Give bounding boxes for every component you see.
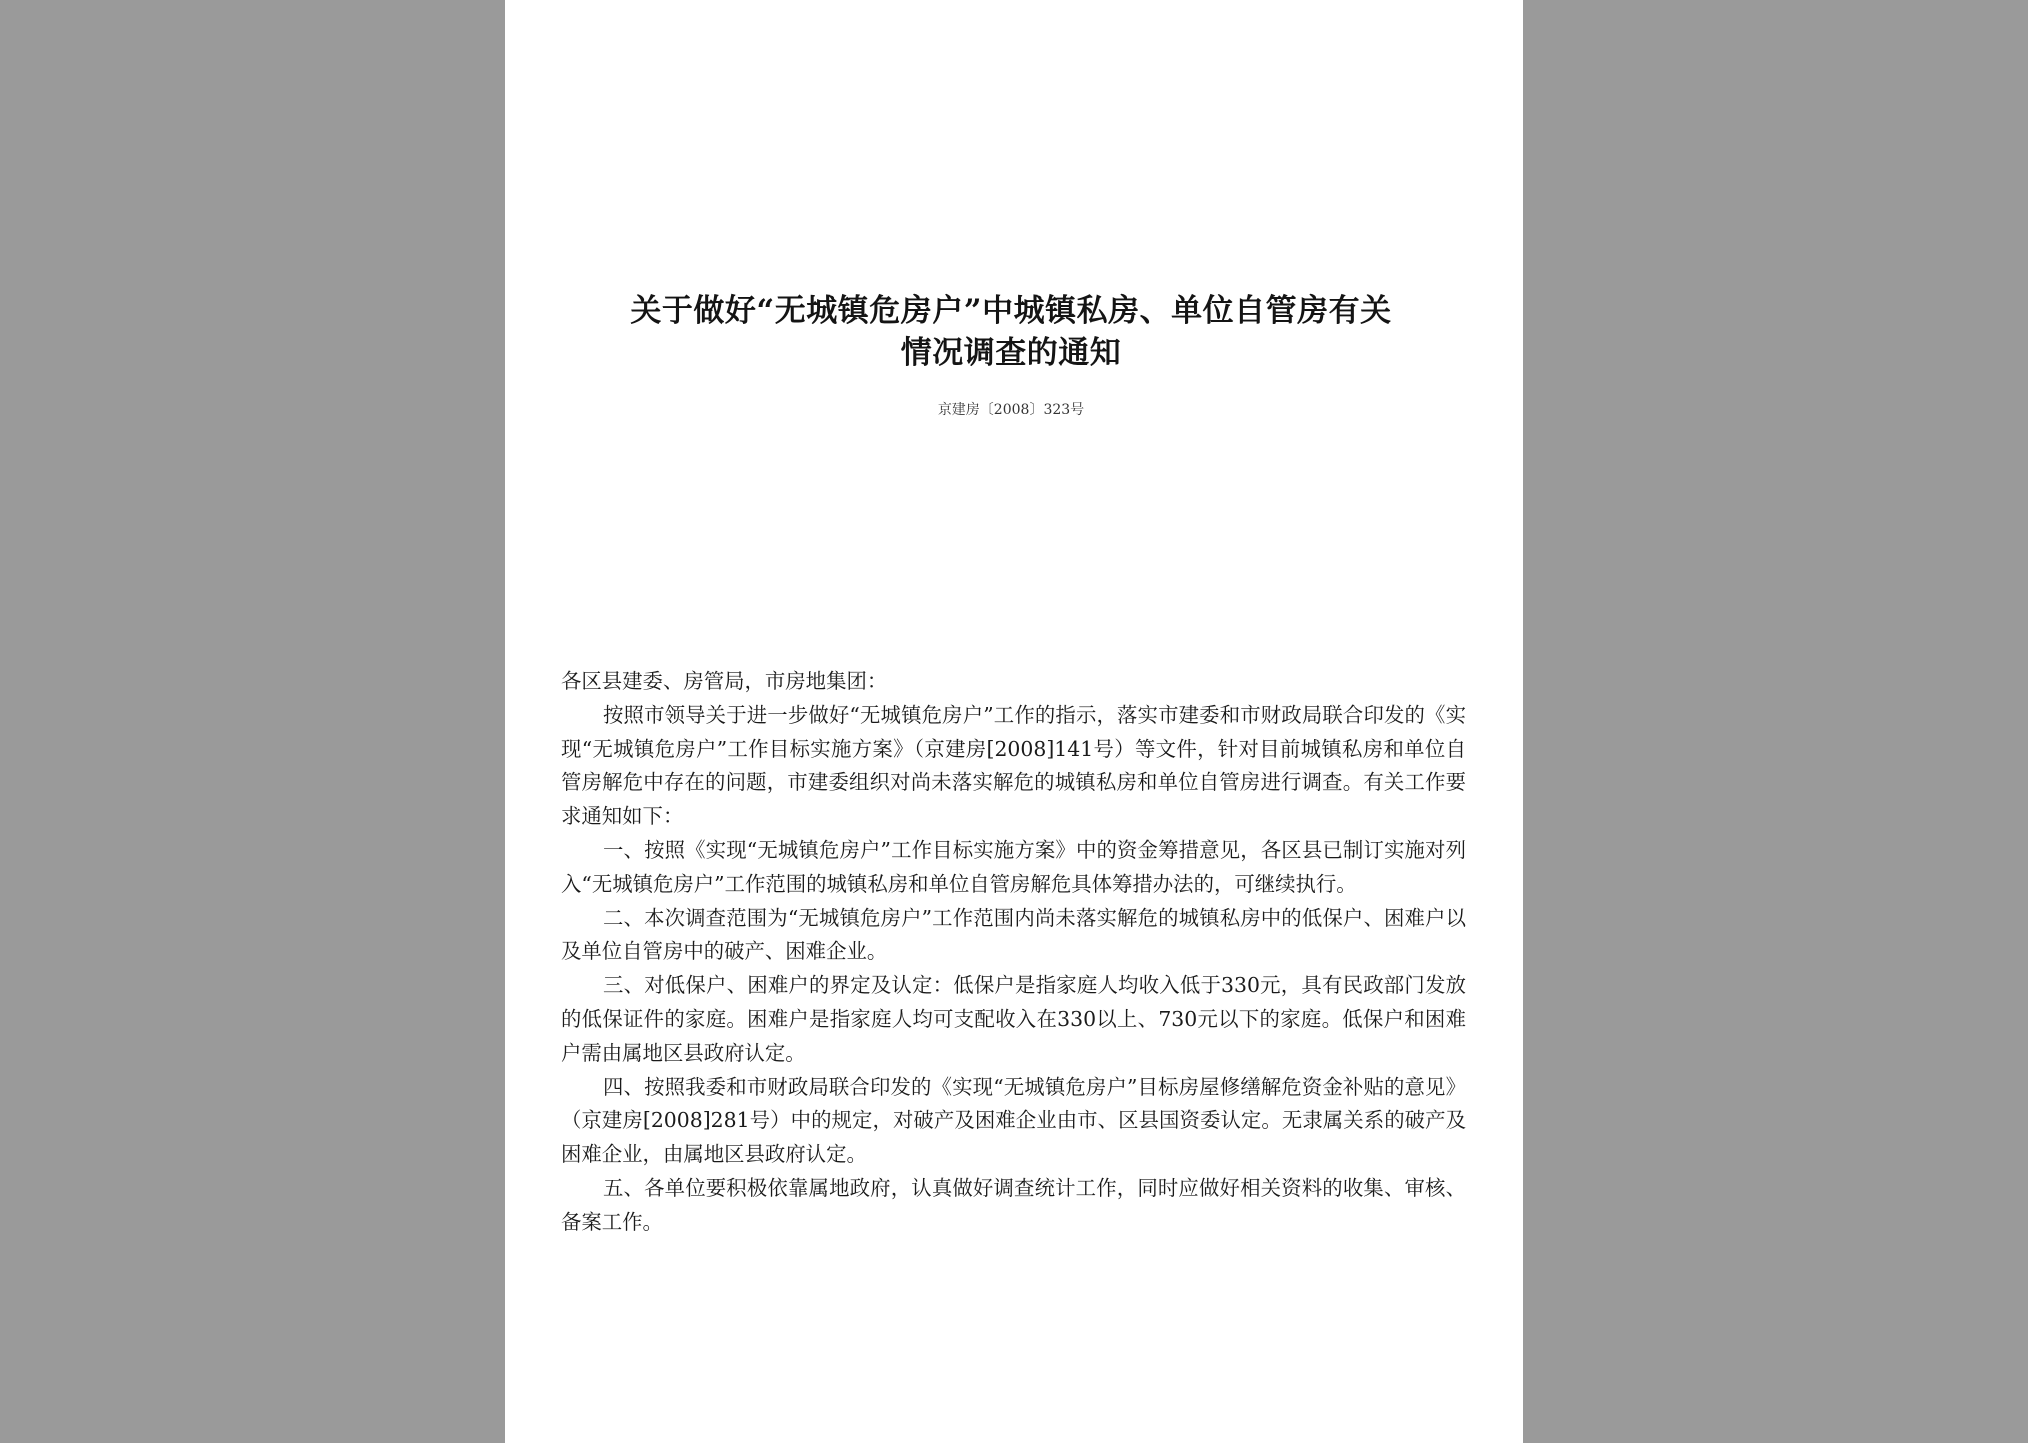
salutation: 各区县建委、房管局，市房地集团： <box>561 669 888 693</box>
document-title <box>561 290 1461 374</box>
title-line-2: 情况调查的通知 <box>900 335 1122 371</box>
title-line-1: 关于做好“无城镇危房户”中城镇私房、单位自管房有关 <box>630 293 1392 329</box>
document-page <box>505 0 1523 1443</box>
paragraph-item-5: 五、各单位要积极依靠属地政府，认真做好调查统计工作，同时应做好相关资料的收集、审核、备案工作。 <box>561 1175 1466 1234</box>
document-number: 京建房〔2008〕323号 <box>937 402 1085 418</box>
paragraph-item-2: 二、本次调查范围为“无城镇危房户”工作范围内尚未落实解危的城镇私房中的低保户、困难户以及单位自管房中的破产、困难企业。 <box>561 905 1466 964</box>
paragraph-intro: 按照市领导关于进一步做好“无城镇危房户”工作的指示，落实市建委和市财政局联合印发的《实现“无城镇危房户”工作目标实施方案》（京建房[2008]141号）等文件，针对目前城镇私房和单位自管房解危中存在的问题，市建委组织对尚未落实解危的城镇私房和单位自管房进行调查。有关工作要求通知如下： <box>561 702 1466 829</box>
document-body <box>561 665 1466 1240</box>
paragraph-item-3: 三、对低保户、困难户的界定及认定：低保户是指家庭人均收入低于330元，具有民政部门发放的低保证件的家庭。困难户是指家庭人均可支配收入在330以上、730元以下的家庭。低保户和困难户需由属地区县政府认定。 <box>561 973 1466 1065</box>
paragraph-item-4: 四、按照我委和市财政局联合印发的《实现“无城镇危房户”目标房屋修缮解危资金补贴的意见》（京建房[2008]281号）中的规定，对破产及困难企业由市、区县国资委认定。无隶属关系的破产及困难企业，由属地区县政府认定。 <box>561 1074 1466 1167</box>
paragraph-item-1: 一、按照《实现“无城镇危房户”工作目标实施方案》中的资金筹措意见，各区县已制订实施对列入“无城镇危房户”工作范围的城镇私房和单位自管房解危具体筹措办法的，可继续执行。 <box>561 837 1466 896</box>
